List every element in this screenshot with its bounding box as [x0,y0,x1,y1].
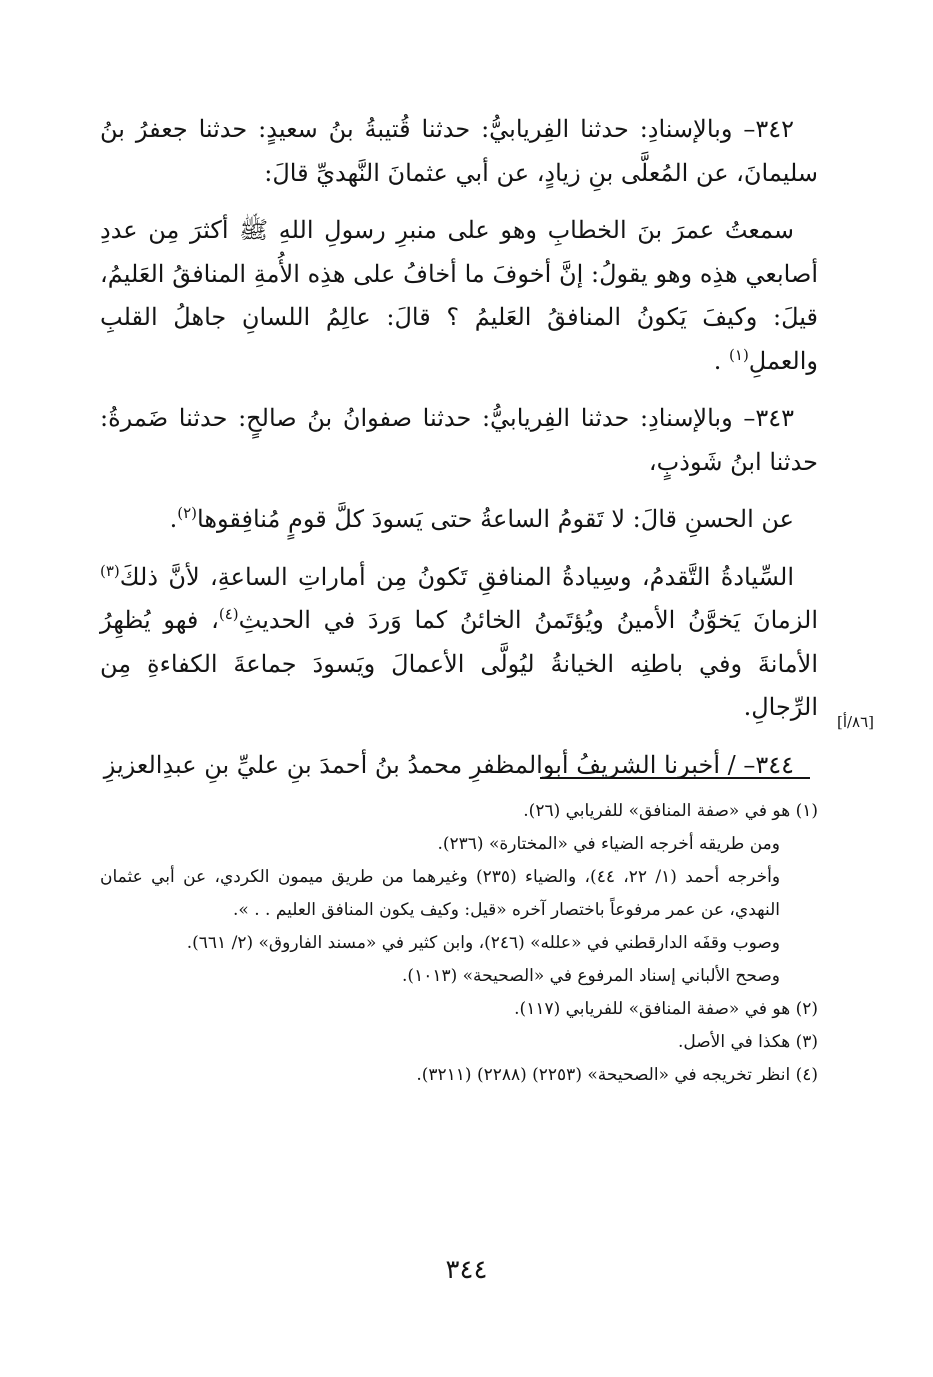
paragraph-342-quote [100,209,818,383]
footnotes [100,795,818,1092]
paragraph-342 [100,108,818,195]
footnote-line: (١) هو في «صفة المنافق» للفريابي (٢٦). [523,801,818,821]
paragraph-text-cont: الزمانَ يَخوَّنُ الأمينُ ويُؤتَمنُ الخائنُ كما وَردَ في الحديثِ [238,606,819,634]
footnote-line: ومن طريقه أخرجه الضياء في «المختارة» (٢٣٦). [437,834,780,854]
footnote-line: وصحح الألباني إسناد المرفوع في «الصحيحة» (١٠١٣). [402,966,780,986]
paragraph-commentary [100,556,818,730]
paragraph-344 [100,744,818,788]
main-text [100,108,818,801]
paragraph-text: السِّيادةُ التَّقدمُ، وسِيادةُ المنافقِ تَكونُ مِن أماراتِ الساعةِ، لأنَّ ذلكَ [119,562,794,591]
paragraph-text: عن الحسنِ قالَ: لا تَقومُ الساعةُ حتى يَسودَ كلَّ قومٍ مُنافِقوها [197,505,794,533]
footnote-line: (٢) هو في «صفة المنافق» للفريابي (١١٧). [514,999,818,1019]
paragraph-text: ٣٤٣– وبالإسنادِ: حدثنا الفِريابيُّ: حدثنا صفوانُ بنُ صالحٍ: حدثنا ضَمرةُ: حدثنا ابنُ شَوذبٍ، [100,404,818,476]
paragraph-text-end: ، فهو يُظهِرُ الأمانةَ وفي باطنِه الخيانةُ ليُولَّى الأعمالَ ويَسودَ جماعةَ الكفاءةِ مِن الرِّجالِ. [100,606,818,721]
footnote-line: وصوب وقفَه الدارقطني في «علله» (٢٤٦)، وابن كثير في «مسند الفاروق» (٢/ ٦٦١). [186,933,780,953]
paragraph-text: سمعتُ عمرَ بنَ الخطابِ وهو على منبرِ رسولِ اللهِ ﷺ أكثرَ مِن عددِ أصابعي هذِه وهو يقولُ: إنَّ أخوفَ ما أخافُ على هذِه الأُمةِ المنافقُ العَليمُ، قيلَ: وكيفَ يَكونُ المنافقُ العَليمُ ؟ قالَ: عالِمُ اللسانِ جاهلُ القلبِ والعملِ [100,216,818,375]
paragraph-end: . [713,346,730,375]
footnote-ref-4: (٤) [218,605,239,623]
folio-marker: [٨٦/أ] [836,713,875,731]
footnote-line: (٣) هكذا في الأصل. [677,1032,818,1052]
footnote-divider [540,777,810,779]
footnote-ref-1: (١) [729,345,749,364]
paragraph-text: ٣٤٢– وبالإسنادِ: حدثنا الفِريابيُّ: حدثنا قُتيبةُ بنُ سعيدٍ: حدثنا جعفرُ بنُ سليمانَ، عن المُعلَّى بنِ زيادٍ، عن أبي عثمانَ النَّهديِّ قالَ: [100,115,818,187]
paragraph-end: . [169,505,178,533]
footnote-line: وأخرجه أحمد (١/ ٢٢، ٤٤)، والضياء (٢٣٥) وغيرهما من طريق ميمون الكردي، عن أبي عثمان النهدي، عن عمر مرفوعاً باختصار آخره «قيل: وكيف يكون المنافق العليم . . ». [100,867,781,920]
footnote-ref-2: (٢) [177,504,198,522]
paragraph-343 [100,397,818,484]
footnote-ref-3: (٣) [100,561,120,580]
page-number: ٣٤٤ [445,1255,488,1285]
footnote-line: (٤) انظر تخريجه في «الصحيحة» (٢٢٥٣) (٢٢٨٨) (٣٢١١). [416,1065,818,1085]
paragraph-343-quote [100,498,818,542]
paragraph-text: ٣٤٤– / أخبرنا الشريفُ أبوالمظفرِ محمدُ بنُ أحمدَ بنِ عليِّ بنِ عبدِالعزيزِ [103,750,794,779]
